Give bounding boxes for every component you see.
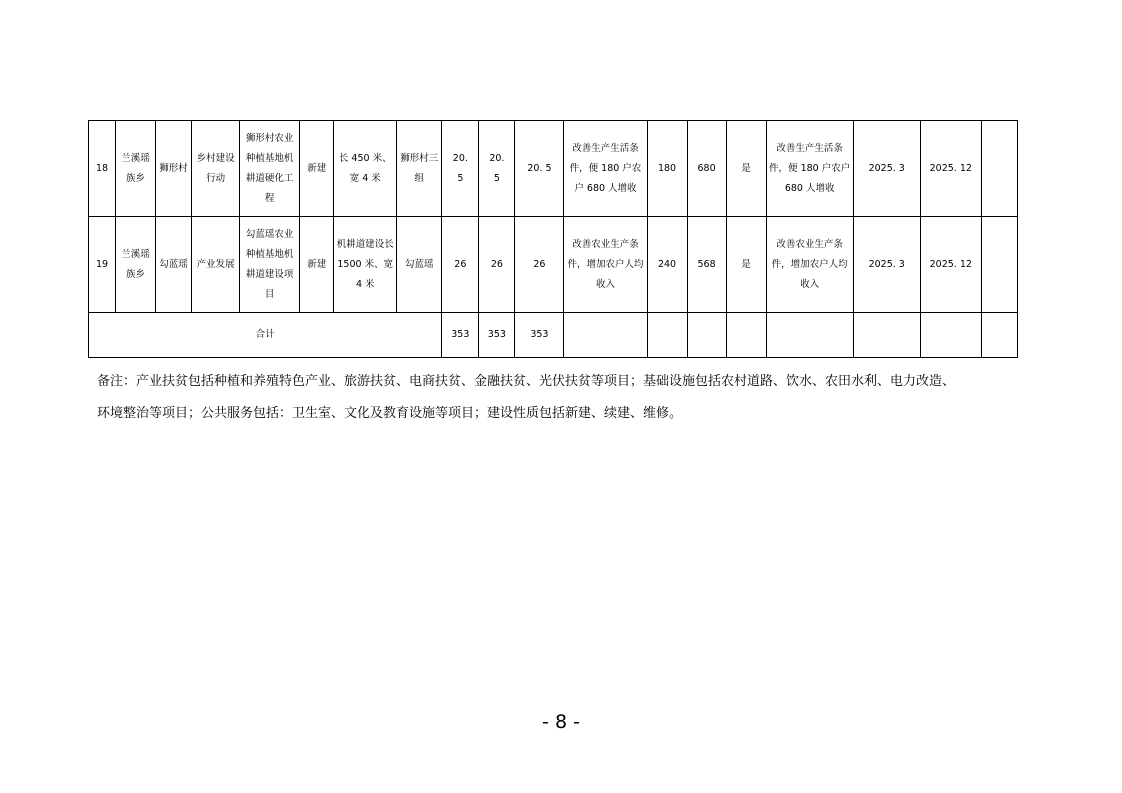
cell-fund-b: 20. 5 — [515, 121, 564, 217]
cell-township: 兰溪瑶族乡 — [116, 217, 156, 313]
cell-mechanism: 改善生产生活条件，便 180 户农户 680 人增收 — [564, 121, 647, 217]
cell-township: 兰溪瑶族乡 — [116, 121, 156, 217]
note-line-1: 备注：产业扶贫包括种植和养殖特色产业、旅游扶贫、电商扶贫、金融扶贫、光伏扶贫等项目；基础设施包括农村道路、饮水、农田水利、电力改造、 — [97, 374, 956, 389]
table-row — [89, 217, 1018, 313]
cell-village: 勾蓝瑶 — [156, 217, 192, 313]
total-label: 合计 — [89, 313, 442, 358]
cell-no: 18 — [89, 121, 116, 217]
cell-start: 2025. 3 — [853, 217, 920, 313]
cell-type: 乡村建设行动 — [192, 121, 240, 217]
cell-name: 勾蓝瑶农业种植基地机耕道建设项目 — [240, 217, 300, 313]
project-table — [88, 120, 1018, 358]
cell-location: 勾蓝瑶 — [397, 217, 442, 313]
total-sum: 353 — [442, 313, 479, 358]
cell-end: 2025. 12 — [920, 217, 981, 313]
cell-location: 狮形村三组 — [397, 121, 442, 217]
cell-nature: 新建 — [300, 217, 334, 313]
cell-mechanism: 改善农业生产条件，增加农户人均收入 — [564, 217, 647, 313]
cell-fund-a: 26 — [479, 217, 515, 313]
cell-people: 680 — [687, 121, 726, 217]
empty-cell — [564, 313, 647, 358]
empty-cell — [853, 313, 920, 358]
cell-scale: 长 450 米、宽 4 米 — [334, 121, 397, 217]
total-row — [89, 313, 1018, 358]
cell-fund-b: 26 — [515, 217, 564, 313]
page-number: - 8 - — [542, 711, 580, 733]
cell-remark — [981, 217, 1017, 313]
empty-cell — [647, 313, 687, 358]
total-fund-b: 353 — [515, 313, 564, 358]
cell-benefit: 改善生产生活条件，便 180 户农户 680 人增收 — [766, 121, 853, 217]
empty-cell — [920, 313, 981, 358]
cell-fund-a: 20. 5 — [479, 121, 515, 217]
empty-cell — [687, 313, 726, 358]
empty-cell — [726, 313, 766, 358]
cell-nature: 新建 — [300, 121, 334, 217]
empty-cell — [766, 313, 853, 358]
cell-village: 狮形村 — [156, 121, 192, 217]
cell-remark — [981, 121, 1017, 217]
cell-benefit: 改善农业生产条件，增加农户人均收入 — [766, 217, 853, 313]
cell-total: 20. 5 — [442, 121, 479, 217]
cell-type: 产业发展 — [192, 217, 240, 313]
cell-scale: 机耕道建设长 1500 米、宽 4 米 — [334, 217, 397, 313]
table-row — [89, 121, 1018, 217]
cell-flag: 是 — [726, 121, 766, 217]
cell-no: 19 — [89, 217, 116, 313]
empty-cell — [981, 313, 1017, 358]
cell-households: 240 — [647, 217, 687, 313]
cell-start: 2025. 3 — [853, 121, 920, 217]
total-fund-a: 353 — [479, 313, 515, 358]
cell-name: 狮形村农业种植基地机耕道硬化工程 — [240, 121, 300, 217]
cell-end: 2025. 12 — [920, 121, 981, 217]
cell-people: 568 — [687, 217, 726, 313]
cell-households: 180 — [647, 121, 687, 217]
cell-flag: 是 — [726, 217, 766, 313]
note-line-2: 环境整治等项目；公共服务包括：卫生室、文化及教育设施等项目；建设性质包括新建、续建、维修。 — [97, 406, 683, 421]
cell-total: 26 — [442, 217, 479, 313]
